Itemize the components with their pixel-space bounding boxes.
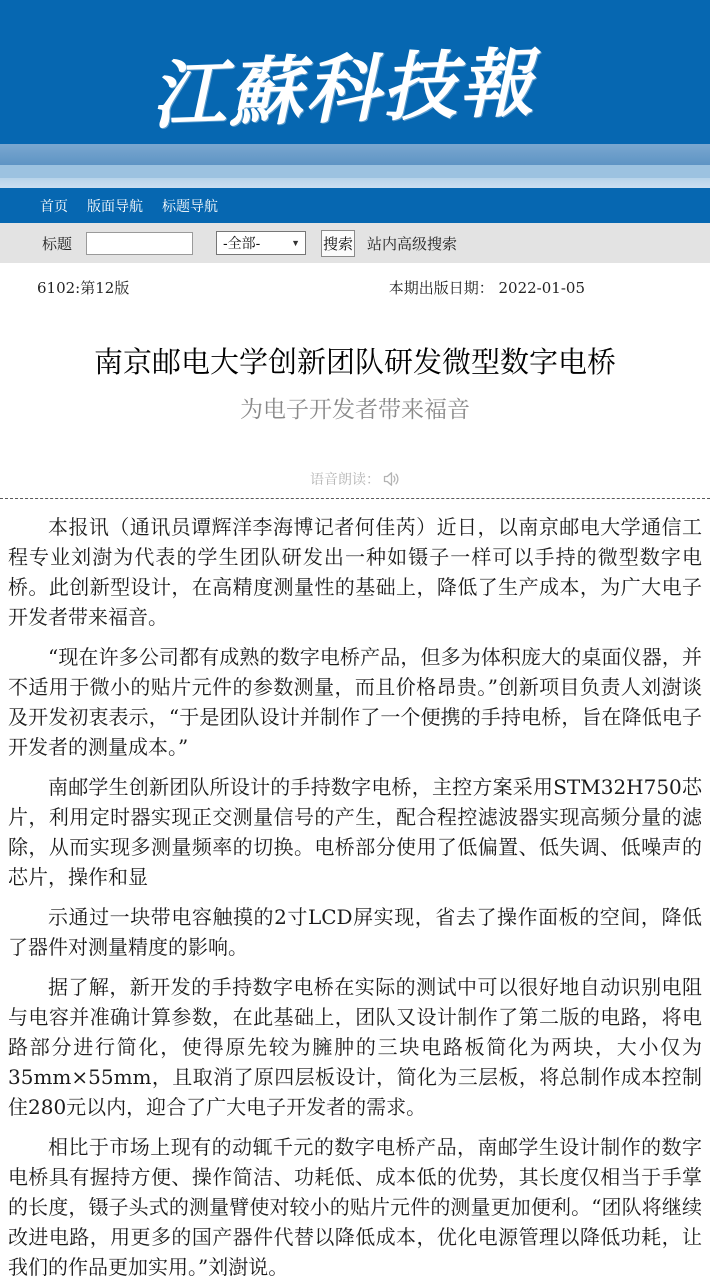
nav-item-page-navigation[interactable]: 版面导航 [87, 197, 143, 214]
nav-item-home[interactable]: 首页 [40, 197, 68, 214]
article-body [0, 499, 710, 1282]
search-bar [0, 223, 710, 263]
nav-item-title-navigation[interactable]: 标题导航 [162, 197, 218, 214]
category-select[interactable] [216, 231, 306, 255]
search-field-label: 标题 [42, 235, 73, 253]
issue-info-row [0, 263, 710, 298]
newspaper-logo: 江蘇科技報 [149, 40, 538, 140]
article-paragraph: “现在许多公司都有成熟的数字电桥产品，但多为体积庞大的桌面仪器，并不适用于微小的贴片元件的参数测量，而且价格昂贵。”创新项目负责人刘澍谈及开发初衷表示，“于是团队设计并制作了一个便携的手持电桥，旨在降低电子开发者的测量成本。” [8, 645, 702, 759]
voice-read-row[interactable] [0, 469, 710, 489]
speaker-icon[interactable] [383, 471, 400, 487]
gradient-band-middle [0, 165, 710, 178]
article-paragraph: 南邮学生创新团队所设计的手持数字电桥，主控方案采用STM32H750芯片，利用定时器实现正交测量信号的产生，配合程控滤波器实现高频分量的滤除，从而实现多测量频率的切换。电桥部分使用了低偏置、低失调、低噪声的芯片，操作和显 [8, 775, 702, 889]
advanced-search-link[interactable]: 站内高级搜索 [367, 235, 458, 253]
publication-date: 本期出版日期： 2022-01-05 [388, 279, 585, 297]
article-paragraph: 本报讯（通讯员谭辉洋李海博记者何佳芮）近日，以南京邮电大学通信工程专业刘澍为代表的学生团队研发出一种如镊子一样可以手持的微型数字电桥。此创新型设计，在高精度测量性的基础上，降低了生产成本，为广大电子开发者带来福音。 [8, 515, 702, 629]
select-dropdown-arrow-icon: ▼ [291, 238, 301, 248]
article-paragraph: 据了解，新开发的手持数字电桥在实际的测试中可以很好地自动识别电阻与电容并准确计算参数，在此基础上，团队又设计制作了第二版的电路，将电路部分进行简化，使得原先较为臃肿的三块电路板简化为两块，大小仅为35mm×55mm，且取消了原四层板设计，简化为三层板，将总制作成本控制住280元以内，迎合了广大电子开发者的需求。 [8, 975, 702, 1119]
search-button[interactable]: 搜索 [321, 230, 355, 257]
voice-read-label: 语音朗读： [310, 471, 380, 487]
article-paragraph: 相比于市场上现有的动辄千元的数字电桥产品，南邮学生设计制作的数字电桥具有握持方便、操作简洁、功耗低、成本低的优势，其长度仅相当于手掌的长度，镊子头式的测量臂使对较小的贴片元件的测量更加便利。“团队将继续改进电路，用更多的国产器件代替以降低成本，优化电源管理以降低功耗，让我们的作品更加实用。”刘澍说。 [8, 1135, 702, 1279]
category-select-value: -全部- [223, 235, 261, 251]
article-title: 南京邮电大学创新团队研发微型数字电桥 [93, 345, 616, 379]
issue-page-info: 6102:第12版 [37, 279, 130, 297]
search-input[interactable] [86, 232, 193, 255]
article-subtitle: 为电子开发者带来福音 [240, 396, 470, 422]
gradient-band-top [0, 144, 710, 165]
main-nav [0, 188, 710, 223]
gradient-band-bottom [0, 178, 710, 188]
article-paragraph: 示通过一块带电容触摸的2寸LCD屏实现，省去了操作面板的空间，降低了器件对测量精度的影响。 [8, 905, 702, 959]
masthead [0, 0, 710, 144]
